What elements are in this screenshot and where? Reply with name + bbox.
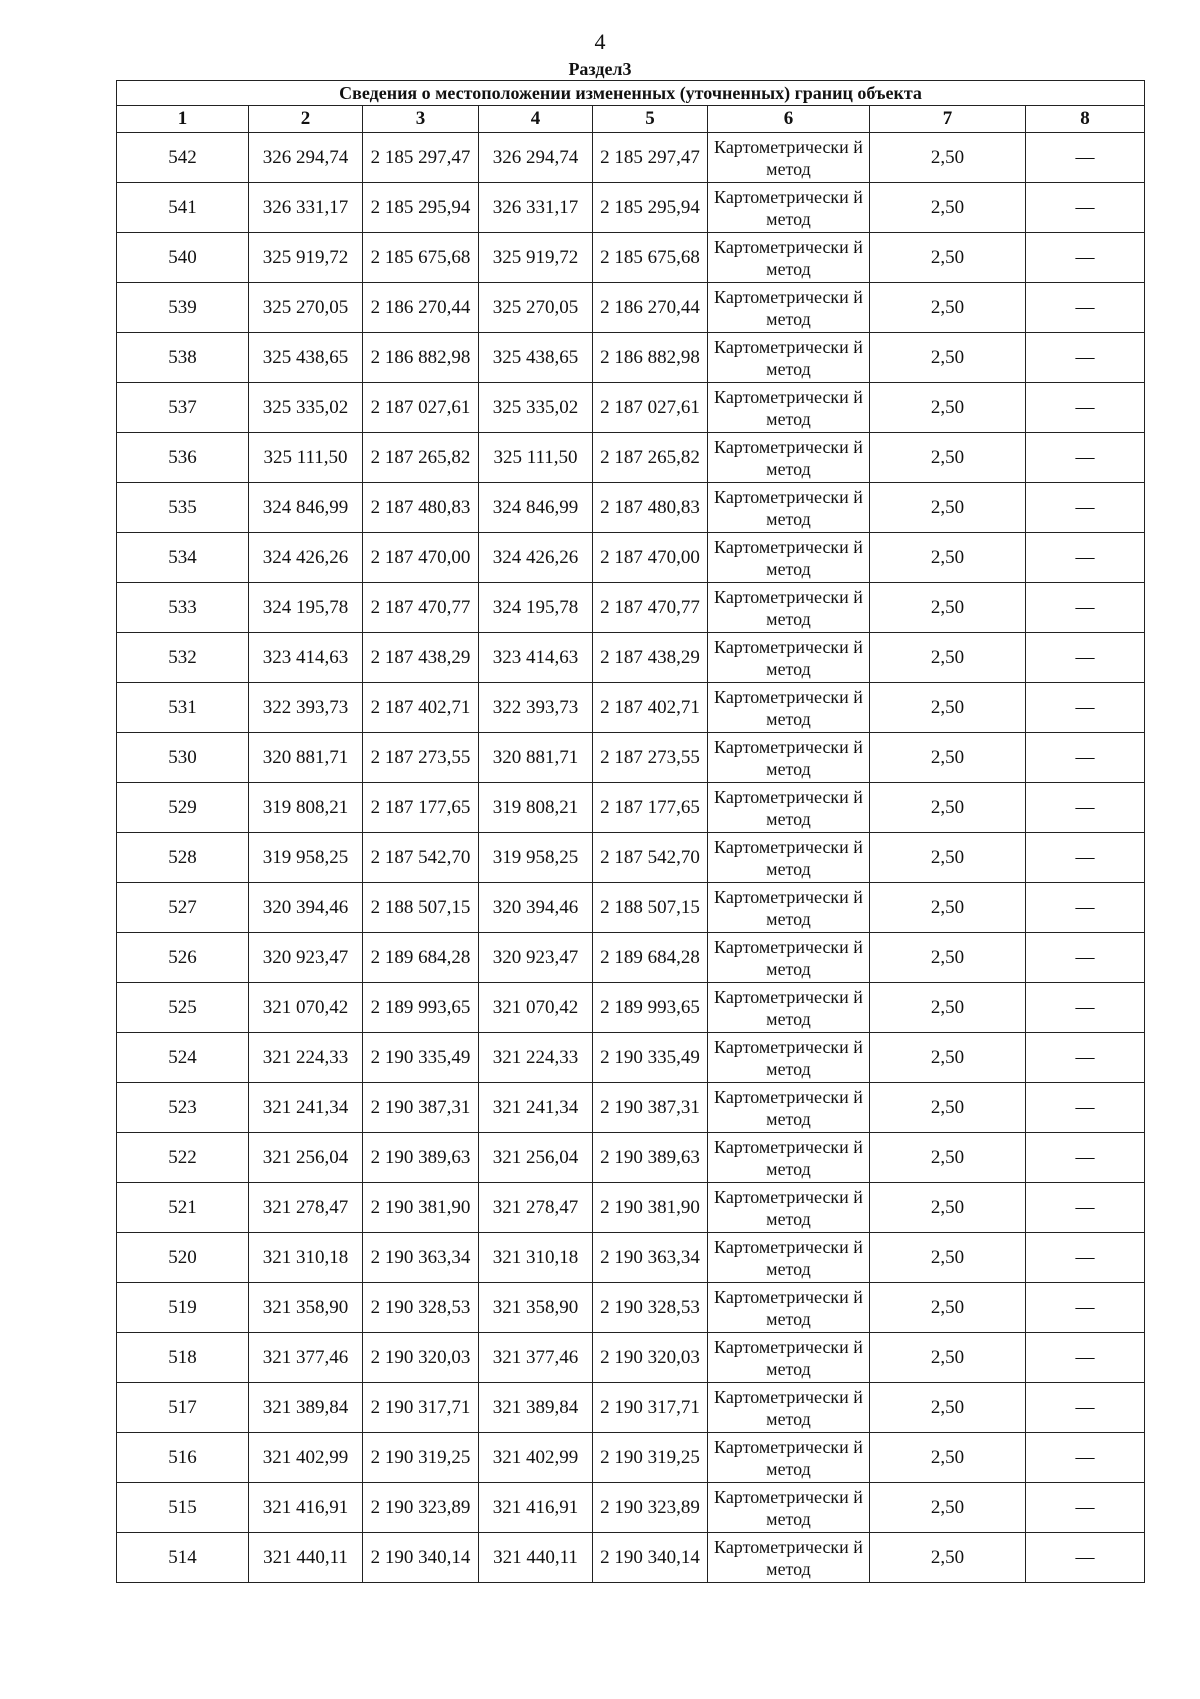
precision-cell: 2,50 <box>870 1383 1026 1433</box>
y-coordinate-cell: 2 190 387,31 <box>363 1083 479 1133</box>
y-coordinate-cell: 2 190 340,14 <box>363 1533 479 1583</box>
point-number-cell: 535 <box>117 483 249 533</box>
page-number: 4 <box>594 29 606 54</box>
x-coordinate-cell: 321 389,84 <box>249 1383 363 1433</box>
table-row <box>117 1083 1145 1133</box>
boundary-coordinates-table <box>116 80 1145 1583</box>
y-coordinate-cell: 2 185 297,47 <box>593 133 708 183</box>
y-coordinate-cell: 2 189 684,28 <box>593 933 708 983</box>
y-coordinate-cell: 2 187 438,29 <box>593 633 708 683</box>
method-cell: Картометрически й метод <box>708 583 870 633</box>
method-cell: Картометрически й метод <box>708 533 870 583</box>
x-coordinate-cell: 321 310,18 <box>249 1233 363 1283</box>
table-row <box>117 883 1145 933</box>
y-coordinate-cell: 2 190 335,49 <box>363 1033 479 1083</box>
x-coordinate-cell: 321 256,04 <box>249 1133 363 1183</box>
y-coordinate-cell: 2 190 389,63 <box>593 1133 708 1183</box>
note-cell: — <box>1026 483 1145 533</box>
note-cell: — <box>1026 533 1145 583</box>
precision-cell: 2,50 <box>870 233 1026 283</box>
y-coordinate-cell: 2 185 295,94 <box>593 183 708 233</box>
precision-cell: 2,50 <box>870 733 1026 783</box>
precision-cell: 2,50 <box>870 1183 1026 1233</box>
x-coordinate-cell: 326 294,74 <box>479 133 593 183</box>
precision-cell: 2,50 <box>870 1533 1026 1583</box>
x-coordinate-cell: 325 919,72 <box>479 233 593 283</box>
point-number-cell: 540 <box>117 233 249 283</box>
y-coordinate-cell: 2 190 381,90 <box>363 1183 479 1233</box>
precision-cell: 2,50 <box>870 1233 1026 1283</box>
note-cell: — <box>1026 1183 1145 1233</box>
note-cell: — <box>1026 333 1145 383</box>
method-cell: Картометрически й метод <box>708 333 870 383</box>
y-coordinate-cell: 2 185 297,47 <box>363 133 479 183</box>
y-coordinate-cell: 2 187 438,29 <box>363 633 479 683</box>
method-cell: Картометрически й метод <box>708 1533 870 1583</box>
x-coordinate-cell: 321 358,90 <box>249 1283 363 1333</box>
table-row <box>117 733 1145 783</box>
y-coordinate-cell: 2 190 319,25 <box>363 1433 479 1483</box>
point-number-cell: 533 <box>117 583 249 633</box>
y-coordinate-cell: 2 190 328,53 <box>593 1283 708 1333</box>
table-row <box>117 1133 1145 1183</box>
table-row <box>117 1383 1145 1433</box>
precision-cell: 2,50 <box>870 1083 1026 1133</box>
point-number-cell: 524 <box>117 1033 249 1083</box>
point-number-cell: 525 <box>117 983 249 1033</box>
note-cell: — <box>1026 1433 1145 1483</box>
point-number-cell: 514 <box>117 1533 249 1583</box>
y-coordinate-cell: 2 190 387,31 <box>593 1083 708 1133</box>
note-cell: — <box>1026 433 1145 483</box>
x-coordinate-cell: 325 270,05 <box>479 283 593 333</box>
method-cell: Картометрически й метод <box>708 633 870 683</box>
x-coordinate-cell: 321 416,91 <box>249 1483 363 1533</box>
column-number: 3 <box>363 106 479 133</box>
x-coordinate-cell: 321 402,99 <box>479 1433 593 1483</box>
note-cell: — <box>1026 633 1145 683</box>
point-number-cell: 539 <box>117 283 249 333</box>
note-cell: — <box>1026 233 1145 283</box>
y-coordinate-cell: 2 187 177,65 <box>593 783 708 833</box>
x-coordinate-cell: 319 958,25 <box>479 833 593 883</box>
y-coordinate-cell: 2 187 542,70 <box>363 833 479 883</box>
table-row <box>117 1333 1145 1383</box>
table-caption: Сведения о местоположении измененных (уточненных) границ объекта <box>117 81 1145 106</box>
precision-cell: 2,50 <box>870 1033 1026 1083</box>
x-coordinate-cell: 321 241,34 <box>479 1083 593 1133</box>
note-cell: — <box>1026 133 1145 183</box>
y-coordinate-cell: 2 185 295,94 <box>363 183 479 233</box>
method-cell: Картометрически й метод <box>708 1383 870 1433</box>
precision-cell: 2,50 <box>870 433 1026 483</box>
column-number: 6 <box>708 106 870 133</box>
precision-cell: 2,50 <box>870 883 1026 933</box>
table-row <box>117 283 1145 333</box>
section-title: Раздел3 <box>568 59 632 79</box>
x-coordinate-cell: 319 808,21 <box>479 783 593 833</box>
point-number-cell: 520 <box>117 1233 249 1283</box>
x-coordinate-cell: 321 278,47 <box>479 1183 593 1233</box>
note-cell: — <box>1026 1333 1145 1383</box>
table-row <box>117 1533 1145 1583</box>
y-coordinate-cell: 2 190 319,25 <box>593 1433 708 1483</box>
y-coordinate-cell: 2 190 320,03 <box>593 1333 708 1383</box>
y-coordinate-cell: 2 187 265,82 <box>593 433 708 483</box>
point-number-cell: 542 <box>117 133 249 183</box>
x-coordinate-cell: 322 393,73 <box>249 683 363 733</box>
method-cell: Картометрически й метод <box>708 1433 870 1483</box>
precision-cell: 2,50 <box>870 933 1026 983</box>
y-coordinate-cell: 2 187 470,00 <box>593 533 708 583</box>
precision-cell: 2,50 <box>870 1483 1026 1533</box>
x-coordinate-cell: 323 414,63 <box>249 633 363 683</box>
column-number: 2 <box>249 106 363 133</box>
x-coordinate-cell: 325 438,65 <box>249 333 363 383</box>
point-number-cell: 516 <box>117 1433 249 1483</box>
method-cell: Картометрически й метод <box>708 1133 870 1183</box>
precision-cell: 2,50 <box>870 833 1026 883</box>
x-coordinate-cell: 325 270,05 <box>249 283 363 333</box>
point-number-cell: 526 <box>117 933 249 983</box>
x-coordinate-cell: 324 426,26 <box>479 533 593 583</box>
y-coordinate-cell: 2 187 470,77 <box>363 583 479 633</box>
table-row <box>117 1233 1145 1283</box>
table-row <box>117 433 1145 483</box>
table-row <box>117 183 1145 233</box>
table-row <box>117 333 1145 383</box>
x-coordinate-cell: 324 846,99 <box>479 483 593 533</box>
precision-cell: 2,50 <box>870 283 1026 333</box>
x-coordinate-cell: 321 256,04 <box>479 1133 593 1183</box>
point-number-cell: 541 <box>117 183 249 233</box>
x-coordinate-cell: 320 881,71 <box>249 733 363 783</box>
y-coordinate-cell: 2 186 882,98 <box>593 333 708 383</box>
point-number-cell: 531 <box>117 683 249 733</box>
y-coordinate-cell: 2 189 993,65 <box>363 983 479 1033</box>
x-coordinate-cell: 319 808,21 <box>249 783 363 833</box>
y-coordinate-cell: 2 187 480,83 <box>593 483 708 533</box>
precision-cell: 2,50 <box>870 383 1026 433</box>
x-coordinate-cell: 321 070,42 <box>479 983 593 1033</box>
precision-cell: 2,50 <box>870 1133 1026 1183</box>
y-coordinate-cell: 2 186 270,44 <box>363 283 479 333</box>
y-coordinate-cell: 2 190 328,53 <box>363 1283 479 1333</box>
method-cell: Картометрически й метод <box>708 933 870 983</box>
note-cell: — <box>1026 1233 1145 1283</box>
point-number-cell: 521 <box>117 1183 249 1233</box>
method-cell: Картометрически й метод <box>708 1233 870 1283</box>
point-number-cell: 522 <box>117 1133 249 1183</box>
x-coordinate-cell: 326 331,17 <box>249 183 363 233</box>
x-coordinate-cell: 321 440,11 <box>479 1533 593 1583</box>
point-number-cell: 518 <box>117 1333 249 1383</box>
point-number-cell: 528 <box>117 833 249 883</box>
x-coordinate-cell: 325 335,02 <box>479 383 593 433</box>
column-number-row <box>117 106 1145 133</box>
x-coordinate-cell: 320 881,71 <box>479 733 593 783</box>
note-cell: — <box>1026 1283 1145 1333</box>
point-number-cell: 527 <box>117 883 249 933</box>
y-coordinate-cell: 2 190 317,71 <box>593 1383 708 1433</box>
y-coordinate-cell: 2 185 675,68 <box>593 233 708 283</box>
point-number-cell: 523 <box>117 1083 249 1133</box>
method-cell: Картометрически й метод <box>708 883 870 933</box>
precision-cell: 2,50 <box>870 633 1026 683</box>
precision-cell: 2,50 <box>870 1433 1026 1483</box>
note-cell: — <box>1026 1133 1145 1183</box>
point-number-cell: 529 <box>117 783 249 833</box>
table-row <box>117 783 1145 833</box>
y-coordinate-cell: 2 190 320,03 <box>363 1333 479 1383</box>
precision-cell: 2,50 <box>870 533 1026 583</box>
y-coordinate-cell: 2 188 507,15 <box>593 883 708 933</box>
y-coordinate-cell: 2 190 340,14 <box>593 1533 708 1583</box>
column-number: 7 <box>870 106 1026 133</box>
note-cell: — <box>1026 783 1145 833</box>
y-coordinate-cell: 2 190 363,34 <box>593 1233 708 1283</box>
y-coordinate-cell: 2 187 402,71 <box>363 683 479 733</box>
table-row <box>117 833 1145 883</box>
x-coordinate-cell: 325 438,65 <box>479 333 593 383</box>
y-coordinate-cell: 2 187 470,77 <box>593 583 708 633</box>
point-number-cell: 534 <box>117 533 249 583</box>
note-cell: — <box>1026 183 1145 233</box>
y-coordinate-cell: 2 187 470,00 <box>363 533 479 583</box>
method-cell: Картометрически й метод <box>708 733 870 783</box>
method-cell: Картометрически й метод <box>708 1183 870 1233</box>
point-number-cell: 515 <box>117 1483 249 1533</box>
x-coordinate-cell: 322 393,73 <box>479 683 593 733</box>
x-coordinate-cell: 323 414,63 <box>479 633 593 683</box>
x-coordinate-cell: 325 335,02 <box>249 383 363 433</box>
column-number: 1 <box>117 106 249 133</box>
x-coordinate-cell: 321 070,42 <box>249 983 363 1033</box>
precision-cell: 2,50 <box>870 333 1026 383</box>
x-coordinate-cell: 319 958,25 <box>249 833 363 883</box>
note-cell: — <box>1026 833 1145 883</box>
x-coordinate-cell: 320 394,46 <box>249 883 363 933</box>
x-coordinate-cell: 320 923,47 <box>249 933 363 983</box>
x-coordinate-cell: 324 846,99 <box>249 483 363 533</box>
y-coordinate-cell: 2 189 684,28 <box>363 933 479 983</box>
method-cell: Картометрически й метод <box>708 833 870 883</box>
method-cell: Картометрически й метод <box>708 433 870 483</box>
method-cell: Картометрически й метод <box>708 1033 870 1083</box>
table-row <box>117 133 1145 183</box>
x-coordinate-cell: 324 426,26 <box>249 533 363 583</box>
note-cell: — <box>1026 1033 1145 1083</box>
table-row <box>117 483 1145 533</box>
y-coordinate-cell: 2 190 335,49 <box>593 1033 708 1083</box>
table-row <box>117 533 1145 583</box>
x-coordinate-cell: 321 310,18 <box>479 1233 593 1283</box>
precision-cell: 2,50 <box>870 783 1026 833</box>
x-coordinate-cell: 321 241,34 <box>249 1083 363 1133</box>
note-cell: — <box>1026 683 1145 733</box>
point-number-cell: 538 <box>117 333 249 383</box>
table-row <box>117 1033 1145 1083</box>
note-cell: — <box>1026 933 1145 983</box>
x-coordinate-cell: 321 278,47 <box>249 1183 363 1233</box>
x-coordinate-cell: 326 331,17 <box>479 183 593 233</box>
column-number: 5 <box>593 106 708 133</box>
x-coordinate-cell: 325 111,50 <box>479 433 593 483</box>
method-cell: Картометрически й метод <box>708 1483 870 1533</box>
precision-cell: 2,50 <box>870 1283 1026 1333</box>
note-cell: — <box>1026 583 1145 633</box>
x-coordinate-cell: 321 377,46 <box>249 1333 363 1383</box>
y-coordinate-cell: 2 190 381,90 <box>593 1183 708 1233</box>
note-cell: — <box>1026 1383 1145 1433</box>
x-coordinate-cell: 320 394,46 <box>479 883 593 933</box>
note-cell: — <box>1026 733 1145 783</box>
y-coordinate-cell: 2 187 273,55 <box>593 733 708 783</box>
table-row <box>117 1183 1145 1233</box>
x-coordinate-cell: 321 377,46 <box>479 1333 593 1383</box>
method-cell: Картометрически й метод <box>708 283 870 333</box>
y-coordinate-cell: 2 187 265,82 <box>363 433 479 483</box>
column-number: 4 <box>479 106 593 133</box>
method-cell: Картометрически й метод <box>708 1333 870 1383</box>
note-cell: — <box>1026 383 1145 433</box>
x-coordinate-cell: 321 389,84 <box>479 1383 593 1433</box>
table-row <box>117 1483 1145 1533</box>
y-coordinate-cell: 2 190 317,71 <box>363 1383 479 1433</box>
precision-cell: 2,50 <box>870 1333 1026 1383</box>
x-coordinate-cell: 324 195,78 <box>479 583 593 633</box>
x-coordinate-cell: 321 358,90 <box>479 1283 593 1333</box>
y-coordinate-cell: 2 187 402,71 <box>593 683 708 733</box>
point-number-cell: 530 <box>117 733 249 783</box>
x-coordinate-cell: 320 923,47 <box>479 933 593 983</box>
method-cell: Картометрически й метод <box>708 133 870 183</box>
x-coordinate-cell: 325 111,50 <box>249 433 363 483</box>
point-number-cell: 532 <box>117 633 249 683</box>
table-row <box>117 683 1145 733</box>
y-coordinate-cell: 2 187 177,65 <box>363 783 479 833</box>
table-row <box>117 583 1145 633</box>
point-number-cell: 537 <box>117 383 249 433</box>
x-coordinate-cell: 321 224,33 <box>479 1033 593 1083</box>
y-coordinate-cell: 2 190 389,63 <box>363 1133 479 1183</box>
y-coordinate-cell: 2 187 027,61 <box>593 383 708 433</box>
note-cell: — <box>1026 1533 1145 1583</box>
point-number-cell: 519 <box>117 1283 249 1333</box>
table-body <box>117 133 1145 1583</box>
method-cell: Картометрически й метод <box>708 1083 870 1133</box>
table-row <box>117 983 1145 1033</box>
note-cell: — <box>1026 283 1145 333</box>
method-cell: Картометрически й метод <box>708 383 870 433</box>
table-row <box>117 1283 1145 1333</box>
y-coordinate-cell: 2 187 542,70 <box>593 833 708 883</box>
method-cell: Картометрически й метод <box>708 1283 870 1333</box>
y-coordinate-cell: 2 190 323,89 <box>593 1483 708 1533</box>
point-number-cell: 536 <box>117 433 249 483</box>
method-cell: Картометрически й метод <box>708 483 870 533</box>
column-number: 8 <box>1026 106 1145 133</box>
y-coordinate-cell: 2 189 993,65 <box>593 983 708 1033</box>
precision-cell: 2,50 <box>870 133 1026 183</box>
x-coordinate-cell: 321 416,91 <box>479 1483 593 1533</box>
x-coordinate-cell: 326 294,74 <box>249 133 363 183</box>
note-cell: — <box>1026 1483 1145 1533</box>
precision-cell: 2,50 <box>870 583 1026 633</box>
note-cell: — <box>1026 1083 1145 1133</box>
y-coordinate-cell: 2 185 675,68 <box>363 233 479 283</box>
y-coordinate-cell: 2 186 882,98 <box>363 333 479 383</box>
precision-cell: 2,50 <box>870 183 1026 233</box>
table-caption-row <box>117 81 1145 106</box>
y-coordinate-cell: 2 186 270,44 <box>593 283 708 333</box>
point-number-cell: 517 <box>117 1383 249 1433</box>
y-coordinate-cell: 2 190 323,89 <box>363 1483 479 1533</box>
x-coordinate-cell: 321 402,99 <box>249 1433 363 1483</box>
table-row <box>117 233 1145 283</box>
method-cell: Картометрически й метод <box>708 983 870 1033</box>
precision-cell: 2,50 <box>870 483 1026 533</box>
x-coordinate-cell: 324 195,78 <box>249 583 363 633</box>
x-coordinate-cell: 321 440,11 <box>249 1533 363 1583</box>
table-row <box>117 383 1145 433</box>
method-cell: Картометрически й метод <box>708 683 870 733</box>
method-cell: Картометрически й метод <box>708 183 870 233</box>
method-cell: Картометрически й метод <box>708 233 870 283</box>
y-coordinate-cell: 2 187 480,83 <box>363 483 479 533</box>
y-coordinate-cell: 2 190 363,34 <box>363 1233 479 1283</box>
precision-cell: 2,50 <box>870 683 1026 733</box>
table-row <box>117 633 1145 683</box>
note-cell: — <box>1026 883 1145 933</box>
y-coordinate-cell: 2 187 273,55 <box>363 733 479 783</box>
table-row <box>117 933 1145 983</box>
y-coordinate-cell: 2 188 507,15 <box>363 883 479 933</box>
y-coordinate-cell: 2 187 027,61 <box>363 383 479 433</box>
method-cell: Картометрически й метод <box>708 783 870 833</box>
x-coordinate-cell: 321 224,33 <box>249 1033 363 1083</box>
note-cell: — <box>1026 983 1145 1033</box>
x-coordinate-cell: 325 919,72 <box>249 233 363 283</box>
table-row <box>117 1433 1145 1483</box>
precision-cell: 2,50 <box>870 983 1026 1033</box>
